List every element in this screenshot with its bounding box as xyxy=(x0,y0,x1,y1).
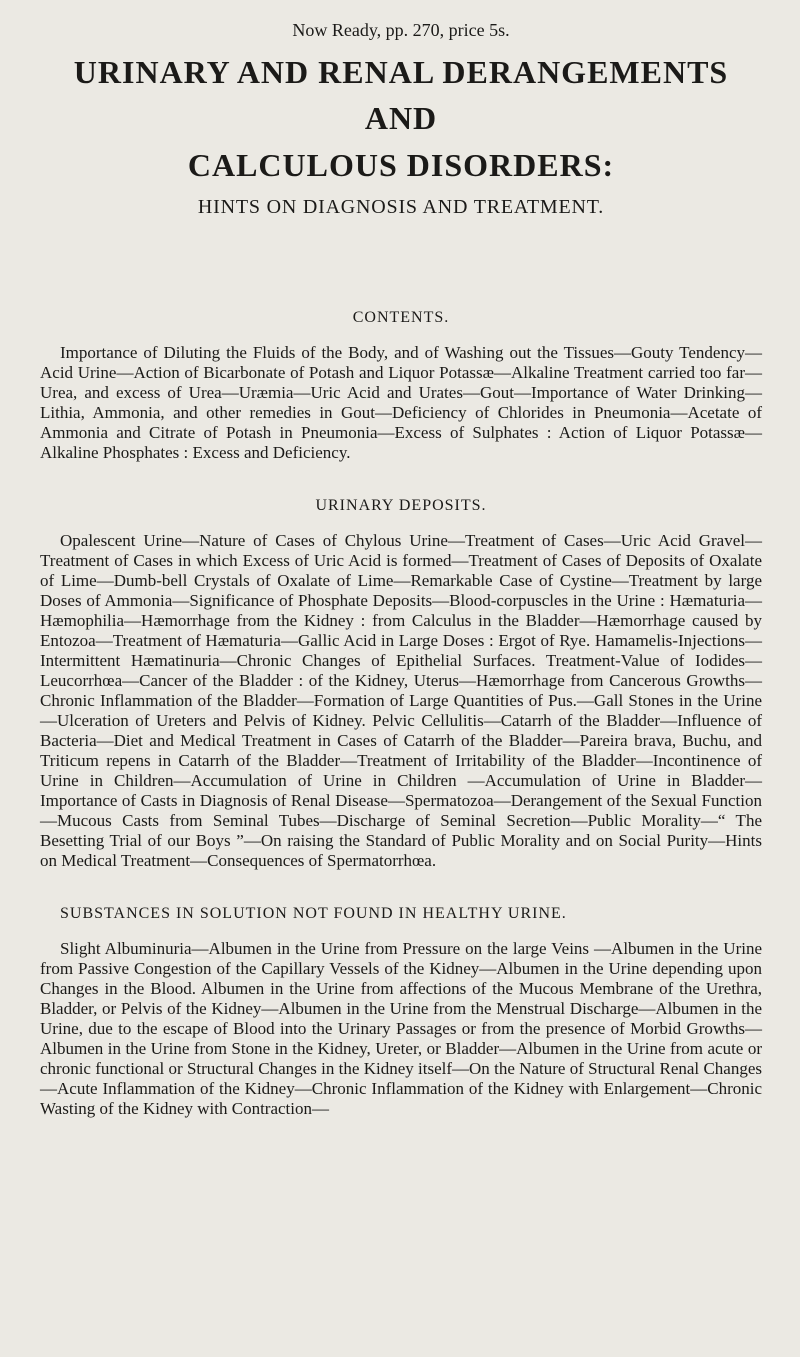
book-title-line-2: CALCULOUS DISORDERS: xyxy=(187,146,615,183)
availability-note: Now Ready, pp. 270, price 5s. xyxy=(292,20,510,40)
urinary-deposits-heading: URINARY DEPOSITS. xyxy=(315,497,487,515)
book-title-line-1: URINARY AND RENAL DERANGEMENTS AND xyxy=(73,54,729,137)
urinary-deposits-paragraph: Opalescent Urine—Nature of Cases of Chylous Urine—Treatment of Cases—Uric Acid Gravel—Treatment of Cases in which Excess of Uric Acid is formed—Treatment of Cases of Deposits of Oxalate of Lime—Dumb-bell Crystals of Oxalate of Lime—Remarkable Case of Cystine—Treatment by large Doses of Ammonia—Significance of Phosphate Deposits—Blood-corpuscles in the Urine : Hæmaturia—Hæmophilia—Hæmorrhage from the Kidney : from Calculus in the Bladder—Hæmorrhage caused by Entozoa—Treatment of Hæmaturia—Gallic Acid in Large Doses : Ergot of Rye. Hamamelis-Injections—Intermittent Hæmatinuria—Chronic Changes of Epithelial Surfaces. Treatment-Value of Iodides—Leucorrhœa—Cancer of the Bladder : of the Kidney, Uterus—Hæmorrhage from Cancerous Growths—Chronic Inflammation of the Bladder—Formation of Large Quantities of Pus.—Gall Stones in the Urine—Ulceration of Ureters and Pelvis of Kidney. Pelvic Cellulitis—Catarrh of the Bladder—Influence of Bacteria—Diet and Medical Treatment in Cases of Catarrh of the Bladder—Pareira brava, Buchu, and Triticum repens in Catarrh of the Bladder—Treatment of Irritability of the Bladder—Incontinence of Urine in Children—Accumulation of Urine in Children —Accumulation of Urine in Bladder—Importance of Casts in Diagnosis of Renal Disease—Spermatozoa—Derangement of the Sexual Function—Mucous Casts from Seminal Tubes—Discharge of Seminal Secretion—Public Morality—“ The Besetting Trial of our Boys ”—On raising the Standard of Public Morality and on Social Purity—Hints on Medical Treatment—Consequences of Spermatorrhœa. xyxy=(40,531,762,871)
book-subtitle: HINTS ON DIAGNOSIS AND TREATMENT. xyxy=(197,196,605,219)
substances-heading: SUBSTANCES IN SOLUTION NOT FOUND IN HEALTHY URINE. xyxy=(60,905,567,923)
contents-heading: CONTENTS. xyxy=(352,309,450,327)
contents-paragraph: Importance of Diluting the Fluids of the Body, and of Washing out the Tissues—Gouty Tendency—Acid Urine—Action of Bicarbonate of Potash and Liquor Potassæ—Alkaline Treatment carried too far—Urea, and excess of Urea—Uræmia—Uric Acid and Urates—Gout—Importance of Water Drinking—Lithia, Ammonia, and other remedies in Gout—Deficiency of Chlorides in Pneumonia—Acetate of Ammonia and Citrate of Potash in Pneumonia—Excess of Sulphates : Action of Liquor Potassæ—Alkaline Phosphates : Excess and Deficiency. xyxy=(40,343,762,463)
substances-paragraph: Slight Albuminuria—Albumen in the Urine from Pressure on the large Veins —Albumen in the Urine from Passive Congestion of the Capillary Vessels of the Kidney—Albumen in the Urine depending upon Changes in the Blood. Albumen in the Urine from affections of the Mucous Membrane of the Urethra, Bladder, or Pelvis of the Kidney—Albumen in the Urine from the Menstrual Discharge—Albumen in the Urine, due to the escape of Blood into the Urinary Passages or from the presence of Morbid Growths—Albumen in the Urine from Stone in the Kidney, Ureter, or Bladder—Albumen in the Urine from acute or chronic functional or Structural Changes in the Kidney itself—On the Nature of Structural Renal Changes—Acute Inflammation of the Kidney—Chronic Inflammation of the Kidney with Enlargement—Chronic Wasting of the Kidney with Contraction— xyxy=(40,939,762,1119)
